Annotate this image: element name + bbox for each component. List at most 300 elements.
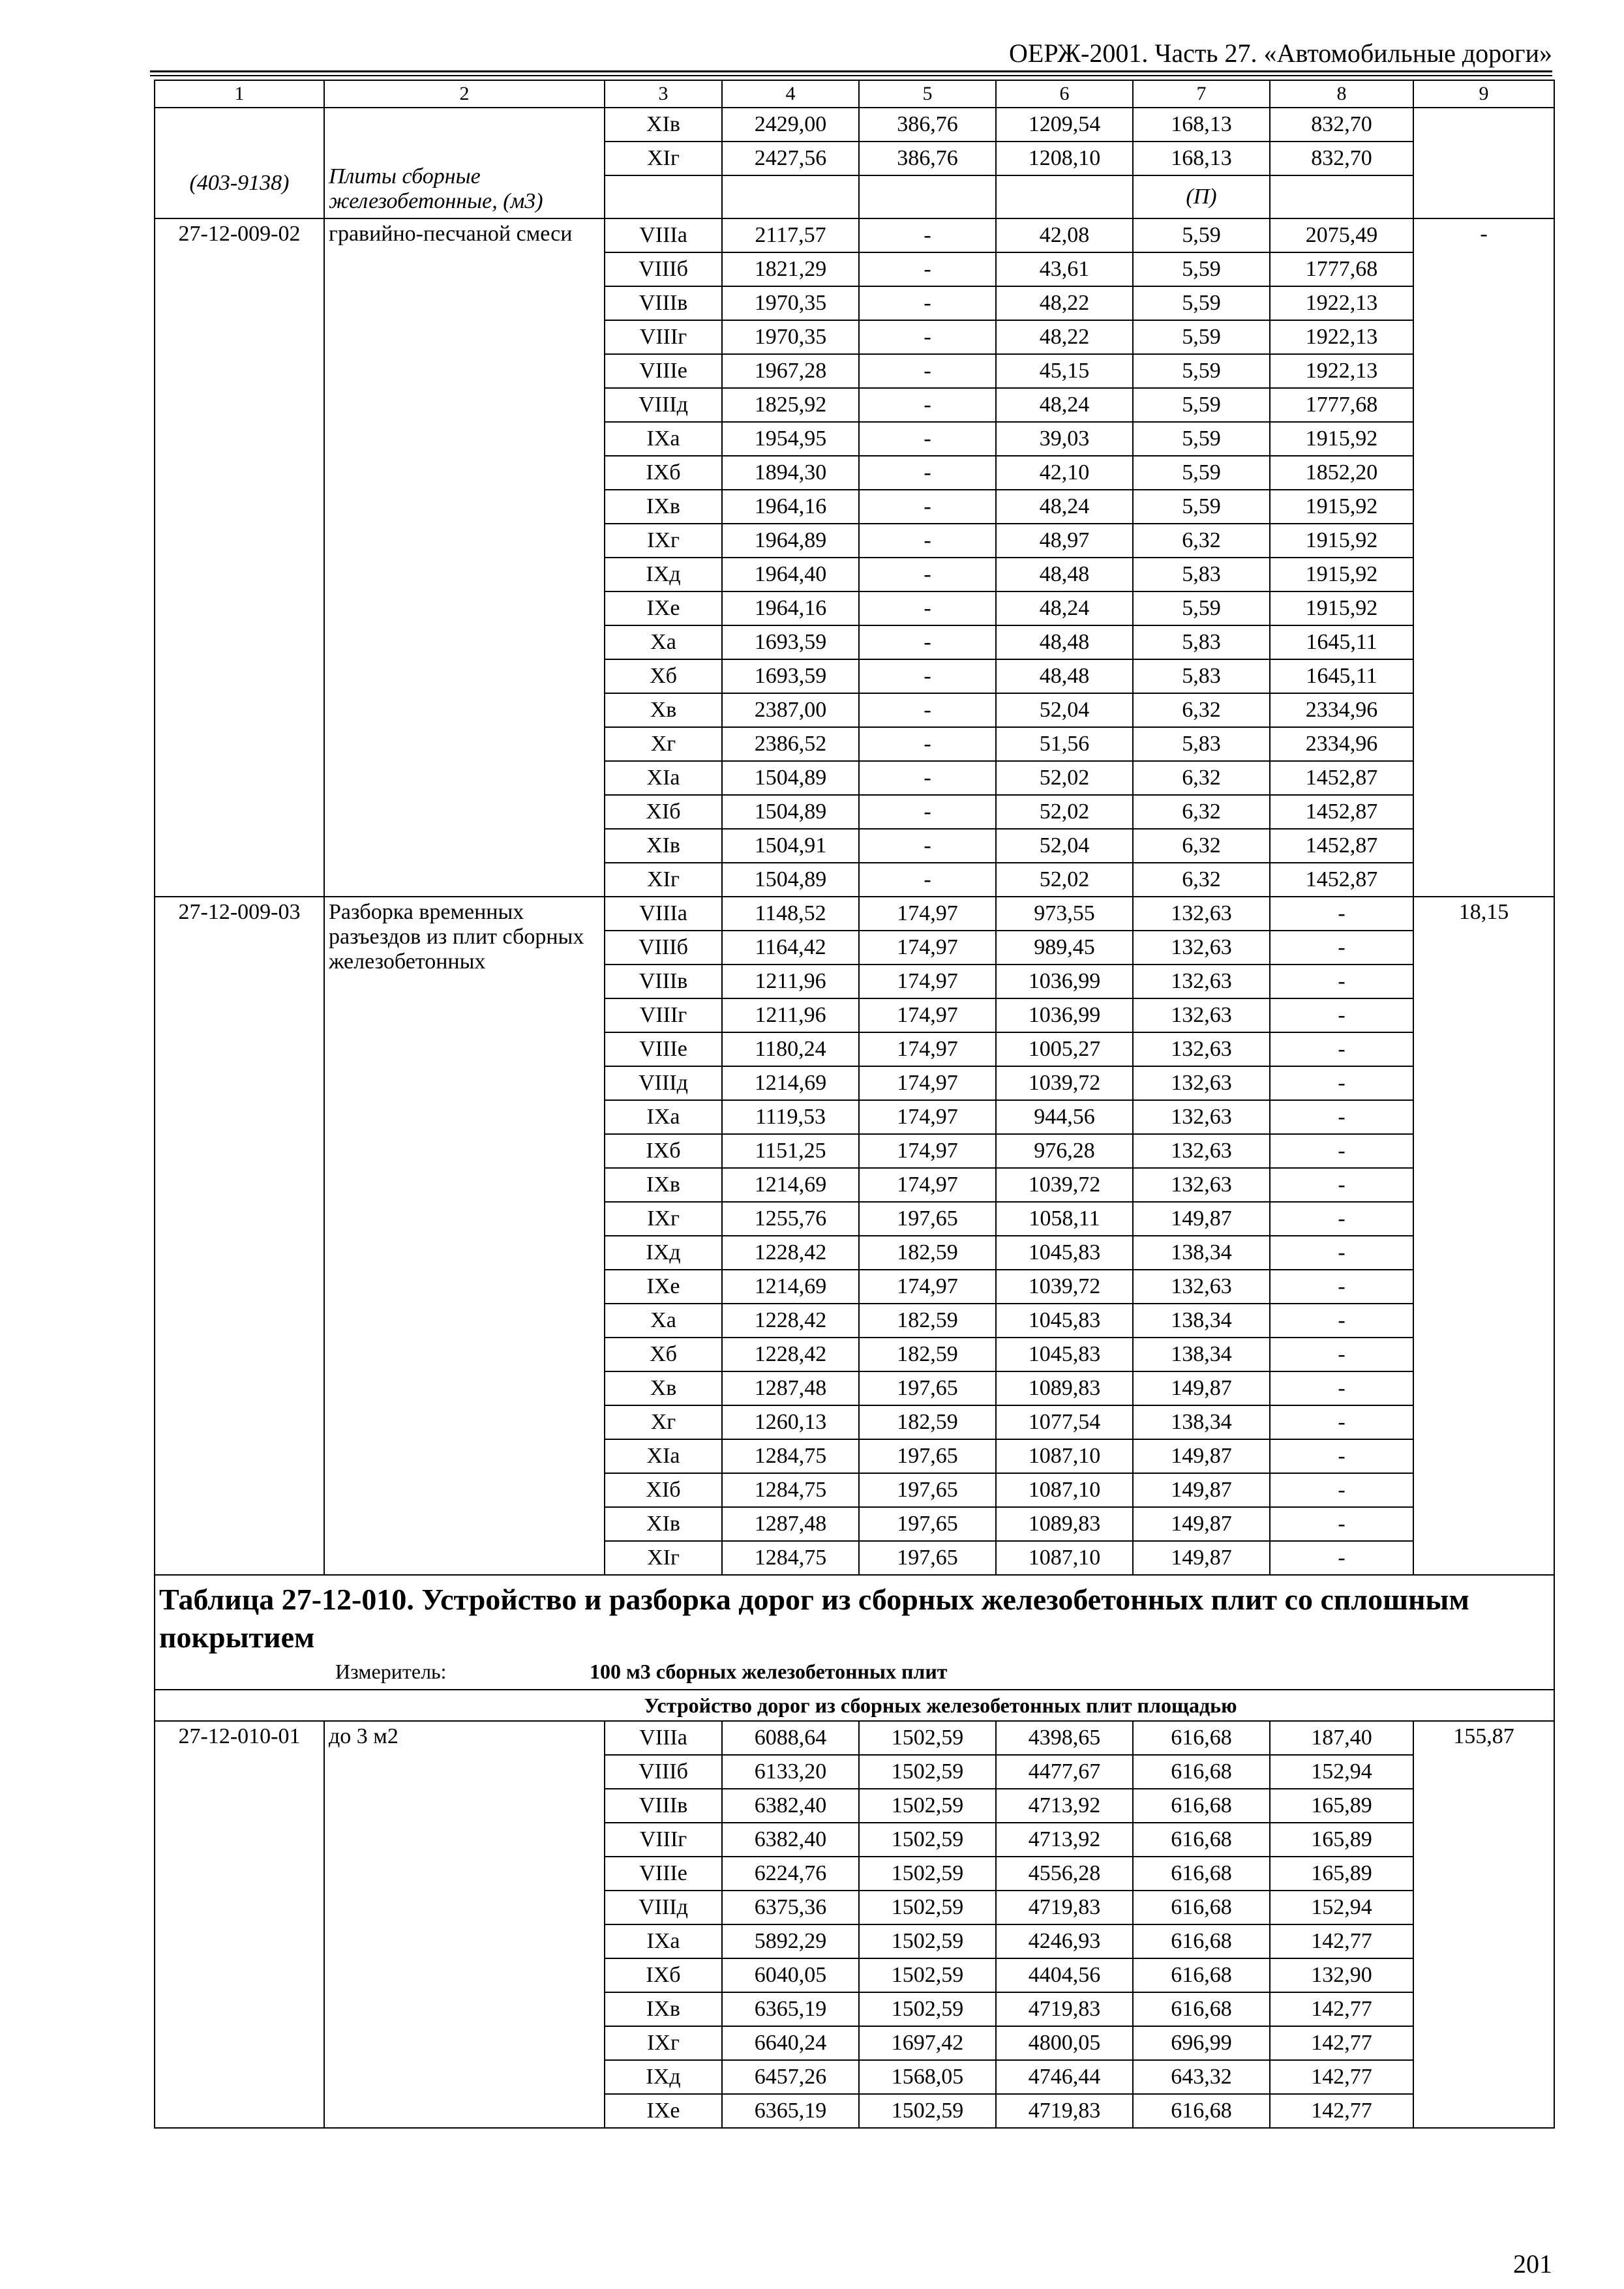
section-title-cell [155,1575,1554,1690]
value-cell: - [1270,1270,1413,1304]
value-cell: 2075,49 [1270,218,1413,252]
value-cell: 1039,72 [996,1066,1133,1100]
table-cell [996,175,1133,218]
value-cell: 4719,83 [996,2094,1133,2128]
zone-cell: VIIIб [605,252,722,286]
value-cell: 1502,59 [859,1924,996,1958]
value-cell: 42,08 [996,218,1133,252]
column-number: 4 [722,80,859,108]
value-cell: 616,68 [1133,1789,1270,1823]
value-cell: 1228,42 [722,1304,859,1338]
value-cell: 4719,83 [996,1891,1133,1924]
value-cell: 1502,59 [859,1891,996,1924]
value-cell: - [859,320,996,354]
value-cell: 1964,40 [722,558,859,591]
value-cell: 1967,28 [722,354,859,388]
value-cell: 197,65 [859,1473,996,1507]
value-cell: 1180,24 [722,1032,859,1066]
value-cell: 616,68 [1133,1823,1270,1857]
value-cell: 2387,00 [722,693,859,727]
value-cell: 1954,95 [722,422,859,456]
value-cell: 1502,59 [859,1721,996,1755]
value-cell: 165,89 [1270,1789,1413,1823]
value-cell: 1970,35 [722,320,859,354]
table-title: Таблица 27-12-010. Устройство и разборка дорог из сборных железобетонных плит со сплошным покрытием [159,1583,1469,1654]
subheading-row [155,1690,1554,1721]
value-cell: 187,40 [1270,1721,1413,1755]
value-cell: 2117,57 [722,218,859,252]
value-cell: 1697,42 [859,2026,996,2060]
table-cell: 2429,00 [722,108,859,142]
value-cell: 48,24 [996,591,1133,625]
value-cell: - [859,456,996,490]
work-name-cell: Разборка временных разъездов из плит сборных железобетонных [324,897,605,1575]
value-cell: - [859,659,996,693]
value-cell: 976,28 [996,1134,1133,1168]
value-cell: 1915,92 [1270,591,1413,625]
value-cell: 174,97 [859,1134,996,1168]
value-cell: - [859,829,996,863]
value-cell: 6375,36 [722,1891,859,1924]
zone-cell: IXб [605,456,722,490]
value-cell: 1645,11 [1270,659,1413,693]
value-cell: - [1270,1439,1413,1473]
value-cell: 5,83 [1133,625,1270,659]
value-cell: 1452,87 [1270,829,1413,863]
value-cell: 1970,35 [722,286,859,320]
zone-cell: IXа [605,1924,722,1958]
value-cell: 1502,59 [859,1823,996,1857]
value-cell: 51,56 [996,727,1133,761]
value-cell: 132,63 [1133,965,1270,998]
zone-cell: Xб [605,1338,722,1371]
column-number-row [155,80,1554,108]
value-cell: 1287,48 [722,1371,859,1405]
value-cell: 6133,20 [722,1755,859,1789]
value-cell: 6365,19 [722,1992,859,2026]
value-cell: 165,89 [1270,1823,1413,1857]
zone-cell: VIIIв [605,286,722,320]
value-cell: 1039,72 [996,1168,1133,1202]
value-cell: 616,68 [1133,1755,1270,1789]
value-cell: 6,32 [1133,693,1270,727]
value-cell: 182,59 [859,1405,996,1439]
value-cell: 197,65 [859,1541,996,1575]
value-cell: 5,59 [1133,388,1270,422]
value-cell: 174,97 [859,998,996,1032]
value-cell: 1821,29 [722,252,859,286]
value-cell: 142,77 [1270,2026,1413,2060]
value-cell: 1693,59 [722,659,859,693]
zone-cell: VIIIа [605,897,722,931]
value-cell: - [1270,1405,1413,1439]
value-cell: 4404,56 [996,1958,1133,1992]
value-cell: 1045,83 [996,1338,1133,1371]
value-cell: 165,89 [1270,1857,1413,1891]
value-cell: 48,48 [996,558,1133,591]
value-cell: 6,32 [1133,829,1270,863]
value-cell: - [859,795,996,829]
value-cell: - [859,354,996,388]
value-cell: 1087,10 [996,1439,1133,1473]
value-cell: 182,59 [859,1304,996,1338]
value-cell: 1039,72 [996,1270,1133,1304]
value-cell: 6382,40 [722,1823,859,1857]
value-cell: 1045,83 [996,1236,1133,1270]
value-cell: 149,87 [1133,1541,1270,1575]
value-cell: 6,32 [1133,795,1270,829]
value-cell: 197,65 [859,1507,996,1541]
value-cell: 1284,75 [722,1541,859,1575]
value-cell: 149,87 [1133,1202,1270,1236]
value-cell: 1502,59 [859,2094,996,2128]
zone-cell: VIIIб [605,1755,722,1789]
zone-cell: IXб [605,1958,722,1992]
zone-cell: VIIIе [605,354,722,388]
value-cell: 4713,92 [996,1823,1133,1857]
value-cell: 1922,13 [1270,320,1413,354]
value-cell: 1119,53 [722,1100,859,1134]
value-cell: - [859,727,996,761]
value-cell: 616,68 [1133,1857,1270,1891]
value-cell: 5,59 [1133,218,1270,252]
zone-cell: VIIIв [605,965,722,998]
value-cell: 1164,42 [722,931,859,965]
value-cell: 5,59 [1133,591,1270,625]
zone-cell: IXе [605,591,722,625]
column-9-cell: - [1413,218,1554,897]
value-cell: 1077,54 [996,1405,1133,1439]
value-cell: - [1270,1168,1413,1202]
value-cell: - [1270,998,1413,1032]
column-9-cell [1413,108,1554,218]
zone-cell: XIа [605,1439,722,1473]
value-cell: 1087,10 [996,1473,1133,1507]
value-cell: 1502,59 [859,1958,996,1992]
value-cell: - [859,761,996,795]
value-cell: 5,59 [1133,286,1270,320]
value-cell: 197,65 [859,1439,996,1473]
value-cell: 132,63 [1133,931,1270,965]
value-cell: 52,04 [996,693,1133,727]
value-cell: - [1270,1202,1413,1236]
value-cell: 5892,29 [722,1924,859,1958]
value-cell: 138,34 [1133,1338,1270,1371]
value-cell: 1260,13 [722,1405,859,1439]
zone-cell: Xа [605,625,722,659]
zone-cell: IXд [605,558,722,591]
value-cell: 616,68 [1133,1721,1270,1755]
value-cell: 4713,92 [996,1789,1133,1823]
value-cell: 1211,96 [722,998,859,1032]
value-cell: 4246,93 [996,1924,1133,1958]
value-cell: 1825,92 [722,388,859,422]
value-cell: 1452,87 [1270,795,1413,829]
value-cell: - [1270,1236,1413,1270]
value-cell: 1036,99 [996,965,1133,998]
value-cell: 1058,11 [996,1202,1133,1236]
value-cell: 1894,30 [722,456,859,490]
value-cell: 6457,26 [722,2060,859,2094]
value-cell: 5,83 [1133,659,1270,693]
value-cell: 1211,96 [722,965,859,998]
value-cell: 1148,52 [722,897,859,931]
value-cell: - [1270,1371,1413,1405]
value-cell: 138,34 [1133,1405,1270,1439]
value-cell: 5,59 [1133,252,1270,286]
zone-cell: VIIIд [605,1066,722,1100]
column-number: 5 [859,80,996,108]
zone-cell: VIIIд [605,1891,722,1924]
value-cell: 52,02 [996,795,1133,829]
rate-code-cell: 27-12-009-02 [155,218,324,897]
value-cell: 132,63 [1133,1270,1270,1304]
value-cell: 1504,89 [722,795,859,829]
table-cell: 386,76 [859,142,996,175]
value-cell: - [859,490,996,524]
value-cell: 1452,87 [1270,863,1413,897]
meter-label: Измеритель: [335,1660,447,1683]
table-row [155,108,1554,142]
value-cell: 48,97 [996,524,1133,558]
value-cell: 48,24 [996,388,1133,422]
value-cell: 6088,64 [722,1721,859,1755]
value-cell: 6365,19 [722,2094,859,2128]
value-cell: 5,59 [1133,354,1270,388]
table-cell: 832,70 [1270,108,1413,142]
value-cell: 1568,05 [859,2060,996,2094]
value-cell: 132,63 [1133,998,1270,1032]
zone-cell: Xа [605,1304,722,1338]
value-cell: 6,32 [1133,863,1270,897]
value-cell: 174,97 [859,897,996,931]
value-cell: 1964,16 [722,490,859,524]
value-cell: 1777,68 [1270,388,1413,422]
value-cell: - [1270,897,1413,931]
zone-cell: IXе [605,2094,722,2128]
value-cell: 616,68 [1133,1992,1270,2026]
value-cell: 132,90 [1270,1958,1413,1992]
value-cell: 174,97 [859,1168,996,1202]
value-cell: 1502,59 [859,1857,996,1891]
zone-cell: VIIIг [605,998,722,1032]
value-cell: 174,97 [859,931,996,965]
value-cell: 1228,42 [722,1338,859,1371]
value-cell: 182,59 [859,1338,996,1371]
rates-table [154,80,1555,2129]
value-cell: 1693,59 [722,625,859,659]
value-cell: 1915,92 [1270,422,1413,456]
value-cell: - [859,388,996,422]
value-cell: 1045,83 [996,1304,1133,1338]
value-cell: 6,32 [1133,761,1270,795]
value-cell: 1964,16 [722,591,859,625]
zone-cell: XIб [605,1473,722,1507]
zone-cell: VIIIд [605,388,722,422]
value-cell: 1036,99 [996,998,1133,1032]
value-cell: 1964,89 [722,524,859,558]
value-cell: 4556,28 [996,1857,1133,1891]
value-cell: 4746,44 [996,2060,1133,2094]
value-cell: 52,02 [996,863,1133,897]
table-cell: 2427,56 [722,142,859,175]
column-number: 2 [324,80,605,108]
value-cell: - [1270,1507,1413,1541]
value-cell: 149,87 [1133,1507,1270,1541]
table-row [155,897,1554,931]
value-cell: 1504,89 [722,761,859,795]
value-cell: 52,02 [996,761,1133,795]
zone-cell: IXв [605,1992,722,2026]
value-cell: - [1270,1338,1413,1371]
subheading: Устройство дорог из сборных железобетонных плит площадью [155,1690,1554,1721]
table-cell: 1208,10 [996,142,1133,175]
value-cell: 1151,25 [722,1134,859,1168]
value-cell: 2386,52 [722,727,859,761]
value-cell: - [859,422,996,456]
table-cell: 1209,54 [996,108,1133,142]
table-row [155,1721,1554,1755]
rate-code-cell: 27-12-010-01 [155,1721,324,2128]
zone-cell: XIб [605,795,722,829]
value-cell: 1214,69 [722,1066,859,1100]
value-cell: 182,59 [859,1236,996,1270]
value-cell: 142,77 [1270,1992,1413,2026]
value-cell: 5,83 [1133,558,1270,591]
name-cell [324,108,605,218]
value-cell: 1502,59 [859,1789,996,1823]
zone-cell: Xг [605,1405,722,1439]
zone-cell: Xг [605,727,722,761]
value-cell: 197,65 [859,1371,996,1405]
value-cell: 138,34 [1133,1304,1270,1338]
value-cell: - [1270,1541,1413,1575]
column-number: 6 [996,80,1133,108]
zone-cell: Xв [605,1371,722,1405]
value-cell: 973,55 [996,897,1133,931]
value-cell: 1504,91 [722,829,859,863]
value-cell: 1284,75 [722,1439,859,1473]
value-cell: 1777,68 [1270,252,1413,286]
value-cell: 174,97 [859,1270,996,1304]
zone-cell: VIIIг [605,1823,722,1857]
zone-cell: IXд [605,1236,722,1270]
value-cell: 616,68 [1133,2094,1270,2128]
value-cell: 132,63 [1133,897,1270,931]
value-cell: 1005,27 [996,1032,1133,1066]
zone-cell: VIIIа [605,218,722,252]
table-cell: 832,70 [1270,142,1413,175]
resource-code: (403-9138) [189,171,290,195]
zone-cell: VIIIе [605,1032,722,1066]
meter-value: 100 м3 сборных железобетонных плит [590,1660,948,1683]
value-cell: 149,87 [1133,1439,1270,1473]
value-cell: 43,61 [996,252,1133,286]
value-cell: 1922,13 [1270,286,1413,320]
zone-cell: IXе [605,1270,722,1304]
value-cell: 45,15 [996,354,1133,388]
value-cell: 149,87 [1133,1473,1270,1507]
value-cell: 1287,48 [722,1507,859,1541]
work-name-cell: до 3 м2 [324,1721,605,2128]
value-cell: 48,22 [996,320,1133,354]
value-cell: 1214,69 [722,1168,859,1202]
table-cell: 168,13 [1133,108,1270,142]
value-cell: 174,97 [859,1100,996,1134]
value-cell: - [859,591,996,625]
value-cell: - [859,625,996,659]
table-cell [859,175,996,218]
table-cell: 168,13 [1133,142,1270,175]
zone-cell: VIIIв [605,1789,722,1823]
header-rule-thin [150,75,1552,76]
work-name-cell: гравийно-песчаной смеси [324,218,605,897]
value-cell: 2334,96 [1270,727,1413,761]
value-cell: 6224,76 [722,1857,859,1891]
running-header: ОЕРЖ-2001. Часть 27. «Автомобильные дороги» [1009,38,1552,68]
value-cell: 152,94 [1270,1891,1413,1924]
value-cell: 197,65 [859,1202,996,1236]
zone-cell: VIIIб [605,931,722,965]
value-cell: - [1270,1066,1413,1100]
value-cell: 1087,10 [996,1541,1133,1575]
value-cell: 616,68 [1133,1958,1270,1992]
value-cell: 643,32 [1133,2060,1270,2094]
value-cell: 4719,83 [996,1992,1133,2026]
value-cell: 1915,92 [1270,524,1413,558]
value-cell: - [1270,1473,1413,1507]
value-cell: - [1270,965,1413,998]
value-cell: 1228,42 [722,1236,859,1270]
value-cell: 48,22 [996,286,1133,320]
value-cell: 5,59 [1133,320,1270,354]
column-number: 9 [1413,80,1554,108]
value-cell: 944,56 [996,1100,1133,1134]
value-cell: 989,45 [996,931,1133,965]
table-row [155,218,1554,252]
value-cell: 132,63 [1133,1032,1270,1066]
value-cell: 5,59 [1133,456,1270,490]
value-cell: 6640,24 [722,2026,859,2060]
zone-cell: XIа [605,761,722,795]
column-number: 1 [155,80,324,108]
value-cell: 174,97 [859,1032,996,1066]
value-cell: - [859,252,996,286]
value-cell: 1452,87 [1270,761,1413,795]
value-cell: 174,97 [859,1066,996,1100]
value-cell: - [1270,1032,1413,1066]
zone-cell: Xб [605,659,722,693]
zone-cell: IXа [605,422,722,456]
value-cell: 5,59 [1133,422,1270,456]
value-cell: 1089,83 [996,1507,1133,1541]
column-number: 3 [605,80,722,108]
value-cell: 39,03 [996,422,1133,456]
value-cell: 149,87 [1133,1371,1270,1405]
value-cell: 4477,67 [996,1755,1133,1789]
rate-code-cell [155,108,324,218]
value-cell: 132,63 [1133,1168,1270,1202]
value-cell: 42,10 [996,456,1133,490]
rate-code-cell: 27-12-009-03 [155,897,324,1575]
value-cell: 1255,76 [722,1202,859,1236]
column-number: 8 [1270,80,1413,108]
zone-cell: IXв [605,1168,722,1202]
value-cell: 48,24 [996,490,1133,524]
value-cell: 1645,11 [1270,625,1413,659]
section-title-row [155,1575,1554,1690]
zone-cell: IXд [605,2060,722,2094]
